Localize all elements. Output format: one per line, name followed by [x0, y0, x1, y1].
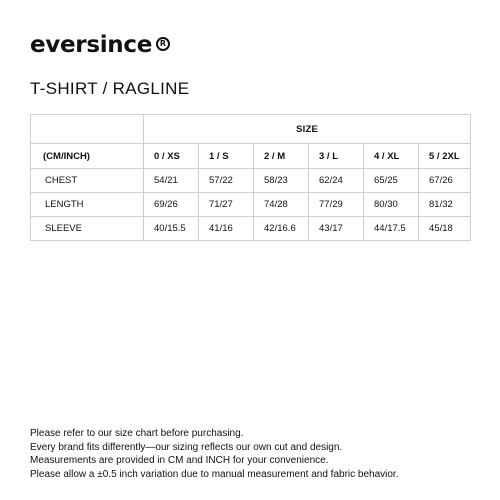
- table-cell: 40/15.5: [144, 217, 199, 241]
- sizing-notes: [30, 427, 398, 481]
- size-header: SIZE: [144, 115, 471, 144]
- registered-trademark-icon: R: [156, 37, 170, 51]
- table-cell: 45/18: [419, 217, 471, 241]
- table-cell: 58/23: [254, 169, 309, 193]
- page-title: T-SHIRT / RAGLINE: [30, 79, 190, 98]
- table-cell: 42/16.6: [254, 217, 309, 241]
- table-cell: 77/29: [309, 193, 364, 217]
- note-line: Please refer to our size chart before purchasing.: [30, 428, 244, 439]
- empty-corner-cell: [31, 115, 144, 144]
- note-line: Please allow a ±0.5 inch variation due to manual measurement and fabric behavior.: [30, 468, 399, 480]
- table-cell: 67/26: [419, 169, 471, 193]
- table-cell: 54/21: [144, 169, 199, 193]
- column-header: 3 / L: [309, 144, 364, 169]
- table-cell: 74/28: [254, 193, 309, 217]
- note-line: Measurements are provided in CM and INCH for your convenience.: [30, 455, 329, 466]
- row-label: CHEST: [31, 169, 144, 193]
- table-row-sleeve: [31, 217, 471, 241]
- column-header-row: [31, 144, 471, 169]
- table-cell: 65/25: [364, 169, 419, 193]
- row-label: LENGTH: [31, 193, 144, 217]
- column-header: 1 / S: [199, 144, 254, 169]
- column-header: 4 / XL: [364, 144, 419, 169]
- column-header: 2 / M: [254, 144, 309, 169]
- column-header: 0 / XS: [144, 144, 199, 169]
- table-cell: 43/17: [309, 217, 364, 241]
- unit-label: (CM/INCH): [31, 144, 144, 169]
- note-line: Every brand fits differently—our sizing reflects our own cut and design.: [30, 441, 343, 453]
- table-cell: 62/24: [309, 169, 364, 193]
- column-header: 5 / 2XL: [419, 144, 471, 169]
- brand-logo: [30, 32, 170, 58]
- table-cell: 71/27: [199, 193, 254, 217]
- table-cell: 80/30: [364, 193, 419, 217]
- table-cell: 57/22: [199, 169, 254, 193]
- table-cell: 41/16: [199, 217, 254, 241]
- table-cell: 44/17.5: [364, 217, 419, 241]
- brand-wordmark: eversince: [30, 32, 153, 58]
- table-row-chest: [31, 169, 471, 193]
- table-cell: 81/32: [419, 193, 471, 217]
- row-label: SLEEVE: [31, 217, 144, 241]
- size-header-row: [31, 115, 471, 144]
- table-row-length: [31, 193, 471, 217]
- size-chart-table: [30, 114, 471, 241]
- table-cell: 69/26: [144, 193, 199, 217]
